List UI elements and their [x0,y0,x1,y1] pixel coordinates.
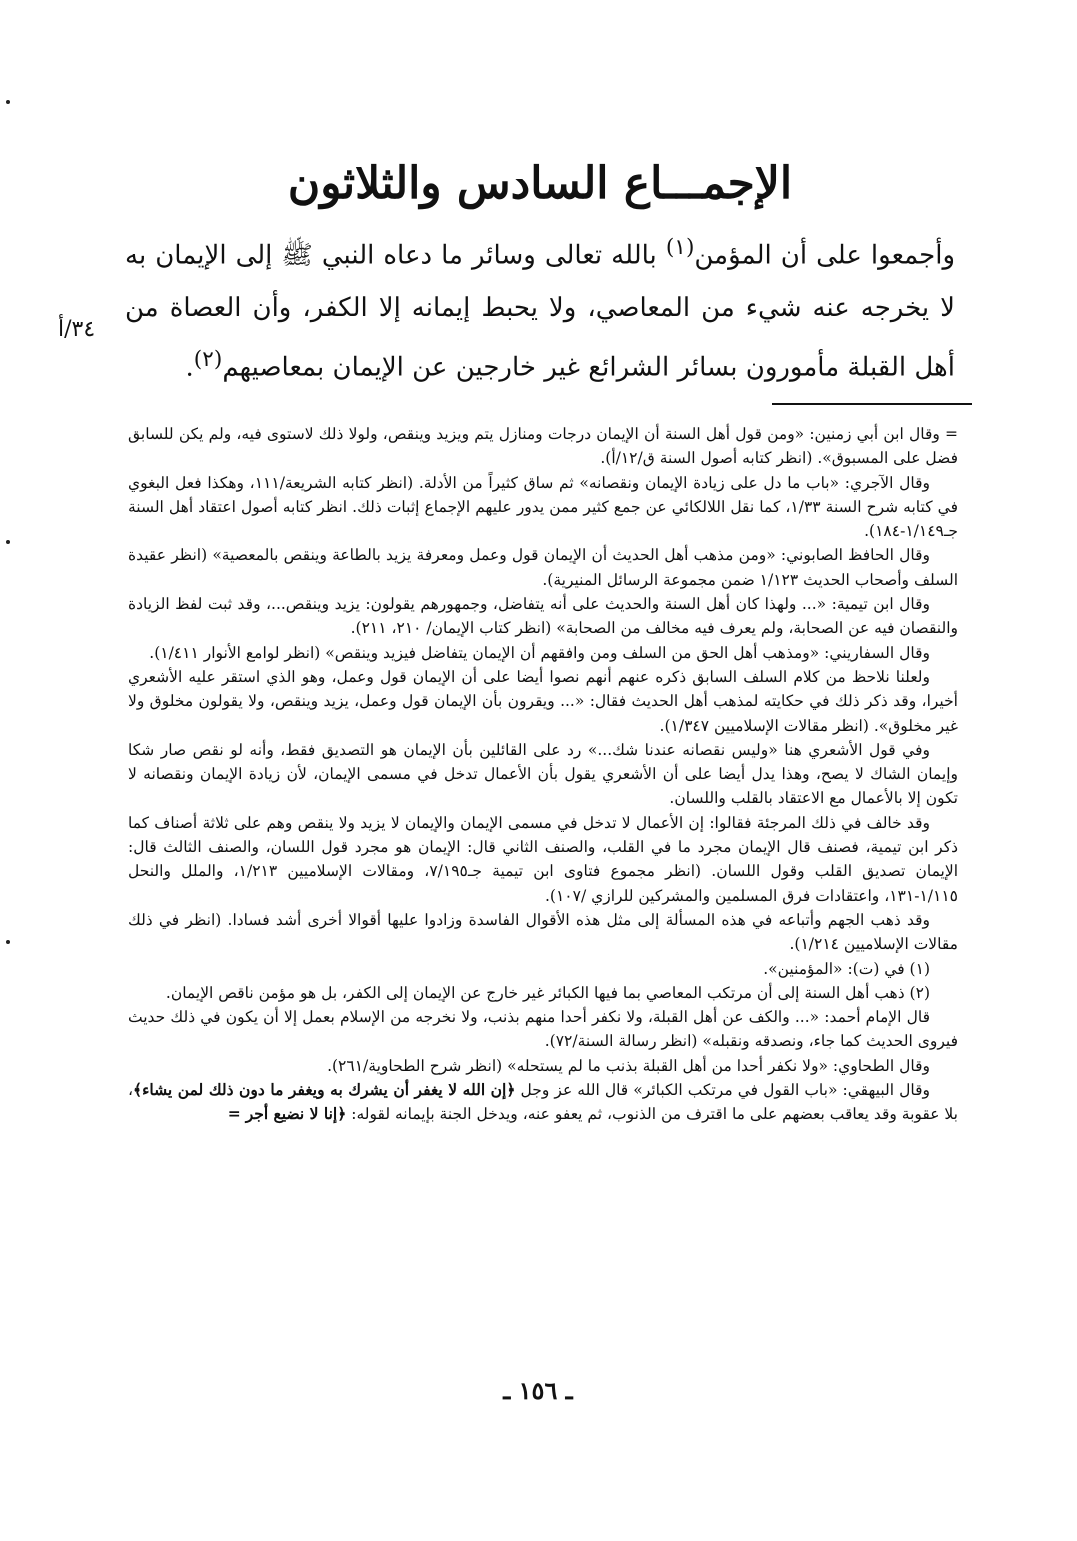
scan-speck [6,540,10,544]
footnote-paragraph: وقال الطحاوي: «ولا نكفر أحدا من أهل القبلة بذنب ما لم يستحله» (انظر شرح الطحاوية/٢٦١). [327,1056,930,1075]
main-text-part: وأجمعوا على أن المؤمن [694,240,956,271]
footnote-paragraph: = وقال ابن أبي زمنين: «ومن قول أهل السنة أن الإيمان درجات ومنازل يتم ويزيد وينقص، ولولا ذلك لاستوى فيه، ولم يكن للسابق فضل على المسبوق». (انظر كتابه أصول السنة ق/١٢/أ). [128,425,958,468]
scan-speck [6,100,10,104]
footnote-paragraph: (١) في (ت): «المؤمنين». [763,959,930,978]
quran-quote: ﴿إنا لا نضيع أجر [245,1104,347,1124]
main-text-part: . [185,352,194,383]
footnote-paragraph: وقال الآجري: «باب ما دل على زيادة الإيمان ونقصانه» ثم ساق كثيراً من الأدلة. (انظر كتابه الشريعة/١١١، وهكذا فعل البغوي في كتابه شرح السنة ١/٣٣، كما نقل اللالكائي عن جمع كثير ممن يدور عليهم الإجماع إثبات ذلك. انظر كتابه أصول اعتقاد أهل السنة جـ١/١٤٩-١٨٤). [128,473,958,541]
footnote-paragraph-last [128,1078,958,1127]
footnote-paragraph: وقال الحافظ الصابوني: «ومن مذهب أهل الحديث أن الإيمان قول وعمل ومعرفة يزيد بالطاعة وينقص بالمعصية» (انظر عقيدة السلف وأصحاب الحديث ١/١٢٣ ضمن مجموعة الرسائل المنيرية). [128,546,958,589]
footnote-paragraph: وقال ابن تيمية: «... ولهذا كان أهل السنة والحديث على أنه يتفاضل، وجمهورهم يقولون: يزيد وينقص...، وقد ثبت لفظ الزيادة والنقصان فيه عن الصحابة، ولم يعرف فيه مخالف من الصحابة» (انظر كتاب الإيمان/ ٢١٠، ٢١١). [128,595,958,638]
footnote-ref: (١) [665,235,695,260]
footnote-divider [772,403,972,405]
footnote-text: ، بلا عقوبة وقد يعاقب بعضهم على ما اقترف من الذنوب، ثم يعفو عنه، ويدخل الجنة بإيمانه لقوله: [128,1081,958,1124]
page-number: ـ ١٥٦ ـ [503,1376,573,1405]
footnote-paragraph: (٢) ذهب أهل السنة إلى أن مرتكب المعاصي بما فيها الكبائر غير خارج عن الإيمان إلى الكفر، بل هو مؤمن ناقص الإيمان. [165,983,930,1002]
footnote-paragraph: وفي قول الأشعري هنا «وليس نقصانه عندنا شك...» رد على القائلين بأن الإيمان هو التصديق فقط، وأنه لو نقص صار شكا وإيمان الشاك لا يصح، وهذا يدل أيضا على أن الأشعري يقول بأن الأعمال تدخل في مسمى الإيمان، لأن زيادة الإيمان ونقصانه لا تكون إلا بالأعمال مع الاعتقاد بالقلب واللسان. [128,740,958,808]
main-text [125,222,955,393]
footnote-paragraph: وقال السفاريني: «ومذهب أهل الحق من السلف ومن وافقهم أن الإيمان يتفاضل فيزيد وينقص» (انظر لوامع الأنوار ١/٤١١). [149,643,930,662]
footnote-text: وقال البيهقي: «باب القول في مرتكب الكبائر» قال الله عز وجل [515,1081,930,1100]
footnotes [128,422,958,1127]
footnote-ref: (٢) [193,346,223,372]
footnote-paragraph: قال الإمام أحمد: «... والكف عن أهل القبلة، ولا نكفر أحدا منهم بذنب، ولا نخرجه من الإسلام بعمل إلا أن يكون في ذلك حديث فيروى الحديث كما جاء، ونصدقه ونقبله» (انظر رسالة السنة/٧٢). [128,1008,958,1051]
quran-quote: ﴿إن الله لا يغفر أن يشرك به ويغفر ما دون ذلك لمن يشاء﴾ [133,1080,516,1100]
page-title: الإجمـــاع السادس والثلاثون [287,158,793,210]
margin-manuscript-reference: ٣٤/أ [58,317,96,342]
continuation-mark: = [227,1104,241,1124]
footnote-paragraph: وقد خالف في ذلك المرجئة فقالوا: إن الأعمال لا تدخل في مسمى الإيمان والإيمان لا يزيد ولا ينقص وهم على ثلاثة أصناف كما ذكر ابن تيمية، فصنف قال الإيمان مجرد ما في القلب، والصنف الثاني قال: الإيمان هو مجرد قول اللسان، والصنف الثالث قال: الإيمان تصديق القلب وقول اللسان. (انظر مجموع فتاوى ابن تيمية جـ٧/١٩٥، ومقالات الإسلاميين ١/٢١٣، والملل والنحل ١/١١٥-١٣١، واعتقادات فرق المسلمين والمشركين للرازي /١٠٧). [128,813,959,905]
footnote-paragraph: وقد ذهب الجهم وأتباعه في هذه المسألة إلى مثل هذه الأقوال الفاسدة وزادوا عليها أقوالا أخرى أشد فسادا. (انظر في ذلك مقالات الإسلاميين ١/٢١٤). [128,910,958,954]
scan-speck [6,940,10,944]
main-text-part: بالله تعالى وسائر ما دعاه النبي ﷺ إلى الإيمان به لا يخرجه عنه شيء من المعاصي، ولا يحبط إيمانه إلا الكفر، وأن العصاة من أهل القبلة مأمورون بسائر الشرائع غير خارجين عن الإيمان بمعاصيهم [125,240,955,383]
footnote-paragraph: ولعلنا نلاحظ من كلام السلف السابق ذكره عنهم أنهم نصوا أيضا على أن الإيمان قول وعمل، وهو الذي استقر عليه الأشعري أخيرا، وقد ذكر ذلك في حكايته لمذهب أهل الحديث فقال: «... ويقرون بأن الإيمان قول وعمل، يزيد وينقص، ولا يقولون مخلوق ولا غير مخلوق». (انظر مقالات الإسلاميين ١/٣٤٧). [128,667,958,735]
